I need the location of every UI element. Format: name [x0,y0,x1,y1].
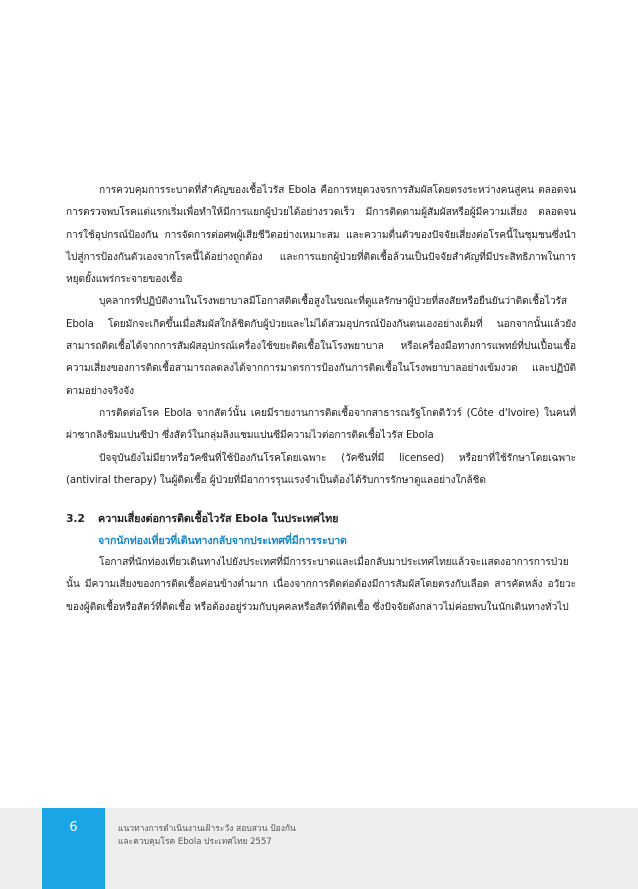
section-title: ความเสี่ยงต่อการติดเชื้อไวรัส Ebola ในประเทศไทย [98,512,339,526]
footer-caption [118,823,296,848]
paragraph-animal-transmission: การติดต่อโรค Ebola จากสัตว์นั้น เคยมีรายงานการติดเชื้อจากสาธารณรัฐโกตดิวัวร์ (Côte d'Ivoire) ในคนที่ผ่าซากลิงชิมแปนซีป่า ซึ่งสัตว์ในกลุ่มลิงแชมแปนซีมีความไวต่อการติดเชื้อไวรัส Ebola [66,407,576,442]
section-number: 3.2 [66,512,85,526]
section-heading [66,508,576,530]
paragraph-outbreak-control: การควบคุมการระบาดที่สำคัญของเชื้อไวรัส Ebola คือการหยุดวงจรการสัมผัสโดยตรงระหว่างคนสู่คน ตลอดจนการตรวจพบโรคแต่แรกเริ่มเพื่อทำให้มีการแยกผู้ป่วยได้อย่างรวดเร็ว มีการติดตามผู้สัมผัสหรือผู้มีความเสี่ยง ตลอดจนการใช้อุปกรณ์ป้องกัน การจัดการต่อศพผู้เสียชีวิตอย่างเหมาะสม และความตื่นตัวของปัจจัยเสี่ยงต่อโรคนี้ในชุมชนซึ่งนำไปสู่การป้องกันตัวเองจากโรคนี้ได้อย่างถูกต้อง และการแยกผู้ป่วยที่ติดเชื้อล้วนเป็นปัจจัยสำคัญที่มีประสิทธิภาพในการหยุดยั้งแพร่กระจายของเชื้อ [66,185,576,286]
subheading: จากนักท่องเที่ยวที่เดินทางกลับจากประเทศที่มีการระบาด [98,535,347,548]
paragraph-traveler-risk: โอกาสที่นักท่องเที่ยวเดินทางไปยังประเทศที่มีการระบาดและเมื่อกลับมาประเทศไทยแล้วจะแสดงอาการการป่วยนั้น มีความเสี่ยงของการติดเชื้อค่อนข้างต่ำมาก เนื่องจากการติดต่อต้องมีการสัมผัสโดยตรงกับเลือด สารคัดหลั่ง อวัยวะของผู้ติดเชื้อหรือสัตว์ที่ติดเชื้อ หรือต้องอยู่ร่วมกับบุคคลหรือสัตว์ที่ติดเชื้อ ซึ่งปัจจัยดังกล่าวไม่ค่อยพบในนักเดินทางทั่วไป [66,557,576,613]
paragraph-vaccine: ปัจจุบันยังไม่มียาหรือวัคซีนที่ใช้ป้องกันโรคโดยเฉพาะ (วัคซีนที่มี licensed) หรือยาที่ใช้รักษาโดยเฉพาะ (antiviral therapy) ในผู้ติดเชื้อ ผู้ป่วยที่มีอาการรุนแรงจำเป็นต้องได้รับการรักษาดูแลอย่างใกล้ชิด [66,452,576,486]
paragraph-hospital-staff: บุคลากรที่ปฏิบัติงานในโรงพยาบาลมีโอกาสติดเชื้อสูงในขณะที่ดูแลรักษาผู้ป่วยที่สงสัยหรือยืนยันว่าติดเชื้อไวรัส Ebola โดยมักจะเกิดขึ้นเมื่อสัมผัสใกล้ชิดกับผู้ป่วยและไม่ได้สวมอุปกรณ์ป้องกันตนเองอย่างเต็มที่ นอกจากนั้นแล้วยังสามารถติดเชื้อได้จากการสัมผัสอุปกรณ์เครื่องใช้ขยะติดเชื้อในโรงพยาบาล หรือเครื่องมือทางการแพทย์ที่ปนเปื้อนเชื้อ ความเสี่ยงของการติดเชื้อสามารถลดลงได้จากการมาตรการป้องกันการติดเชื้อในโรงพยาบาลอย่างเข้มงวด และปฏิบัติตามอย่างจริงจัง [66,296,576,397]
document-body [66,180,576,619]
footer-line-2: และควบคุมโรค Ebola ประเทศไทย 2557 [118,836,272,847]
page-number: 6 [69,820,78,835]
footer-line-1: แนวทางการดำเนินงานเฝ้าระวัง สอบสวน ป้องกัน [118,824,296,834]
